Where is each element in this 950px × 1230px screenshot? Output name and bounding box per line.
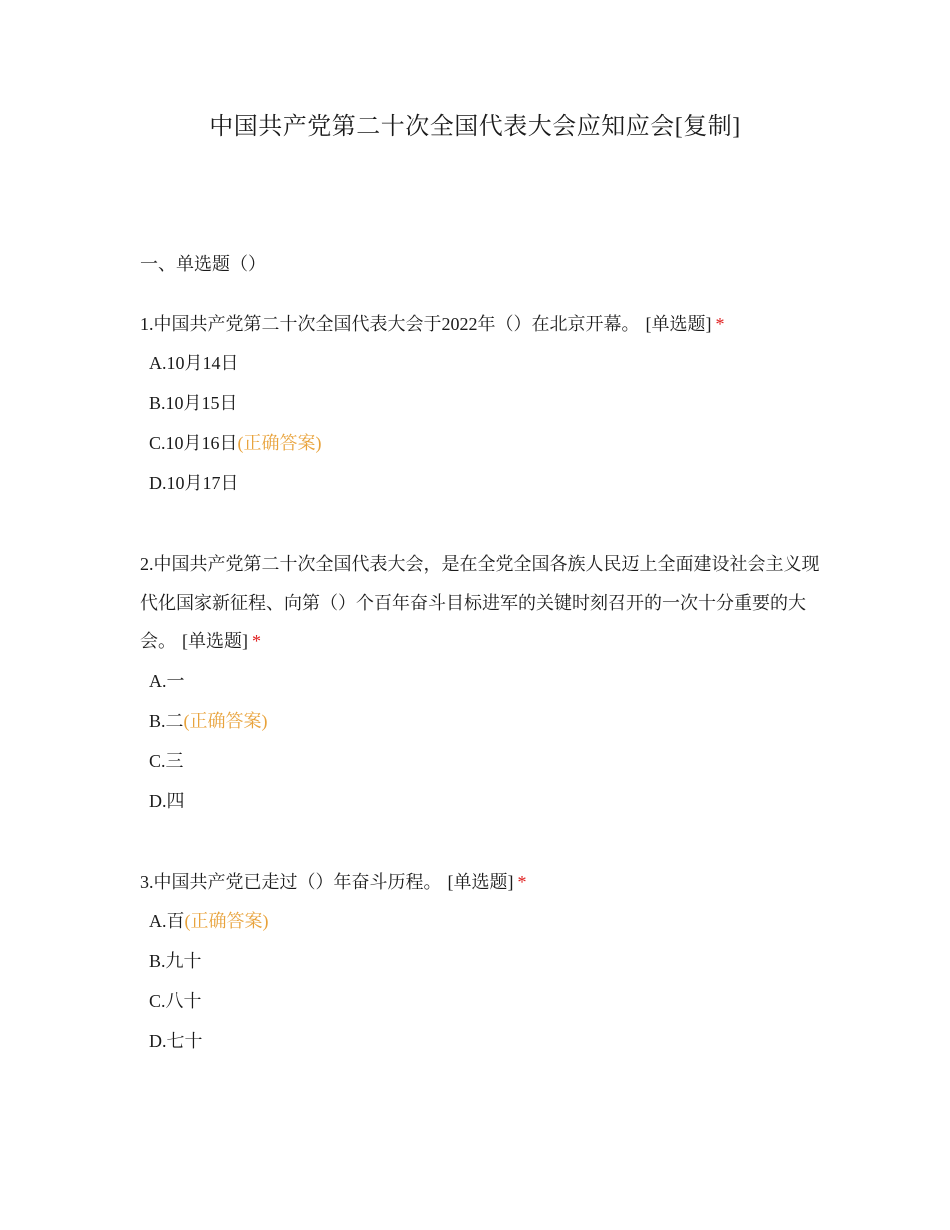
option-c: [149, 749, 820, 789]
option-d: [149, 471, 820, 511]
option-b: [149, 709, 820, 749]
option-label: D.七十: [149, 1031, 203, 1051]
correct-answer-mark: (正确答案): [184, 911, 269, 931]
required-icon: *: [252, 631, 261, 651]
required-icon: *: [517, 872, 527, 892]
option-d: [149, 1029, 820, 1069]
question-3: [140, 863, 820, 1069]
option-list: [140, 669, 820, 829]
question-type-tag: [单选题]: [447, 872, 514, 892]
option-label: A.一: [149, 670, 185, 691]
option-c: [149, 989, 820, 1029]
section-heading: 一、单选题（）: [140, 254, 266, 274]
option-a: [149, 909, 820, 949]
correct-answer-mark: (正确答案): [237, 433, 322, 453]
page-title: 中国共产党第二十次全国代表大会应知应会[复制]: [209, 114, 741, 140]
question-type-tag: [单选题]: [645, 314, 712, 334]
question-type-tag: [单选题]: [182, 631, 248, 651]
option-b: [149, 949, 820, 989]
option-label: C.10月16日: [149, 433, 238, 453]
question-1: [140, 305, 820, 511]
question-text: [140, 863, 820, 901]
option-label: B.10月15日: [149, 393, 238, 413]
option-list: [140, 909, 820, 1069]
question-stem: 1.中国共产党第二十次全国代表大会于2022年（）在北京开幕。: [140, 314, 640, 334]
question-stem: 2.中国共产党第二十次全国代表大会，是在全党全国各族人民迈上全面建设社会主义现代化国家新征程、向第（）个百年奋斗目标进军的关键时刻召开的一次十分重要的大会。: [140, 554, 820, 651]
option-label: D.四: [149, 790, 185, 811]
question-2: [140, 545, 820, 829]
correct-answer-mark: (正确答案): [183, 710, 268, 731]
required-icon: *: [715, 314, 725, 334]
option-list: [140, 351, 820, 511]
option-a: [149, 669, 820, 709]
question-text: [140, 305, 820, 343]
option-label: A.10月14日: [149, 353, 239, 373]
option-label: B.九十: [149, 951, 202, 971]
option-label: C.八十: [149, 991, 202, 1011]
option-d: [149, 789, 820, 829]
option-a: [149, 351, 820, 391]
option-label: A.百: [149, 911, 185, 931]
question-stem: 3.中国共产党已走过（）年奋斗历程。: [140, 872, 442, 892]
option-label: C.三: [149, 750, 184, 771]
option-c: [149, 431, 820, 471]
option-b: [149, 391, 820, 431]
option-label: D.10月17日: [149, 473, 239, 493]
question-text: [140, 545, 820, 661]
option-label: B.二: [149, 710, 184, 731]
